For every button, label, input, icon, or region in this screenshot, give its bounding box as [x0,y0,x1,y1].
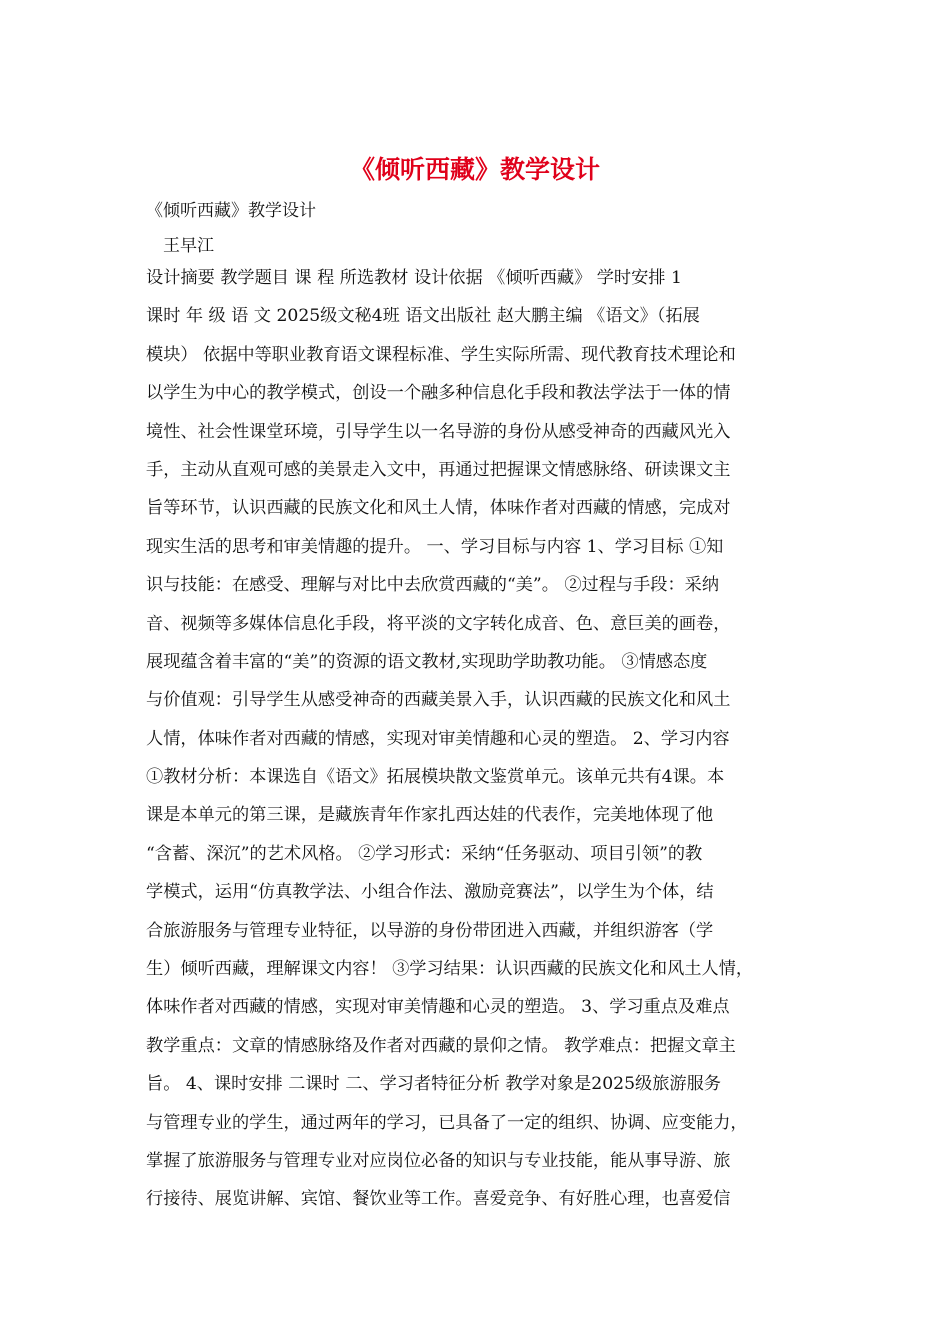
body-line: 模块） 依据中等职业教育语文课程标准、学生实际所需、现代教育技术理论和 [146,344,736,365]
document-title: 《倾听西藏》教学设计 [349,155,600,184]
body-line: 手，主动从直观可感的美景走入文中，再通过把握课文情感脉络、研读课文主 [146,459,731,480]
body-line: ①教材分析：本课选自《语文》拓展模块散文鉴赏单元。该单元共有4课。本 [146,767,725,788]
body-line: “含蓄、深沉”的艺术风格。 ②学习形式：采纳“任务驱动、项目引领”的教 [146,843,703,864]
document-body [146,263,826,1223]
body-line: 课是本单元的第三课，是藏族青年作家扎西达娃的代表作，完美地体现了他 [146,805,714,826]
body-line: 旨。 4、课时安排 二课时 二、学习者特征分析 教学对象是2025级旅游服务 [146,1074,721,1095]
body-line: 行接待、展览讲解、宾馆、餐饮业等工作。喜爱竞争、有好胜心理，也喜爱信 [146,1189,731,1210]
body-line: 生）倾听西藏，理解课文内容！ ③学习结果：认识西藏的民族文化和风土人情， [146,959,754,980]
body-line: 与价值观：引导学生从感受神奇的西藏美景入手，认识西藏的民族文化和风土 [146,690,731,711]
body-line: 旨等环节，认识西藏的民族文化和风土人情，体味作者对西藏的情感，完成对 [146,498,731,519]
body-line: 以学生为中心的教学模式，创设一个融多种信息化手段和教法学法于一体的情 [146,383,731,404]
body-line: 掌握了旅游服务与管理专业对应岗位必备的知识与专业技能，能从事导游、旅 [146,1150,731,1171]
body-line: 学模式，运用“仿真教学法、小组合作法、激励竞赛法”，以学生为个体，结 [146,882,714,903]
body-line: 课时 年 级 语 文 2025级文秘4班 语文出版社 赵大鹏主编 《语文》（拓展 [146,306,700,327]
body-line: 体味作者对西藏的情感，实现对审美情趣和心灵的塑造。 3、学习重点及难点 [146,997,730,1018]
body-line: 境性、社会性课堂环境，引导学生以一名导游的身份从感受神奇的西藏风光入 [146,421,731,442]
body-line: 教学重点：文章的情感脉络及作者对西藏的景仰之情。 教学难点：把握文章主 [146,1035,736,1056]
document-author: 王早江 [163,236,214,256]
body-line: 与管理专业的学生，通过两年的学习，已具备了一定的组织、协调、应变能力， [146,1112,748,1133]
body-line: 音、视频等多媒体信息化手段，将平淡的文字转化成音、色、意巨美的画卷， [146,613,731,634]
body-line: 设计摘要 教学题目 课 程 所选教材 设计依据 《倾听西藏》 学时安排 1 [146,268,682,288]
body-line: 展现蕴含着丰富的“美”的资源的语文教材,实现助学助教功能。 ③情感态度 [146,651,708,672]
body-line: 人情，体味作者对西藏的情感，实现对审美情趣和心灵的塑造。 2、学习内容 [146,728,730,749]
body-line: 识与技能：在感受、理解与对比中去欣赏西藏的“美”。 ②过程与手段：采纳 [146,575,720,596]
body-line: 现实生活的思考和审美情趣的提升。 一、学习目标与内容 1、学习目标 ①知 [146,536,724,557]
document-subtitle: 《倾听西藏》教学设计 [146,201,316,221]
body-line: 合旅游服务与管理专业特征，以导游的身份带团进入西藏，并组织游客（学 [146,920,714,941]
